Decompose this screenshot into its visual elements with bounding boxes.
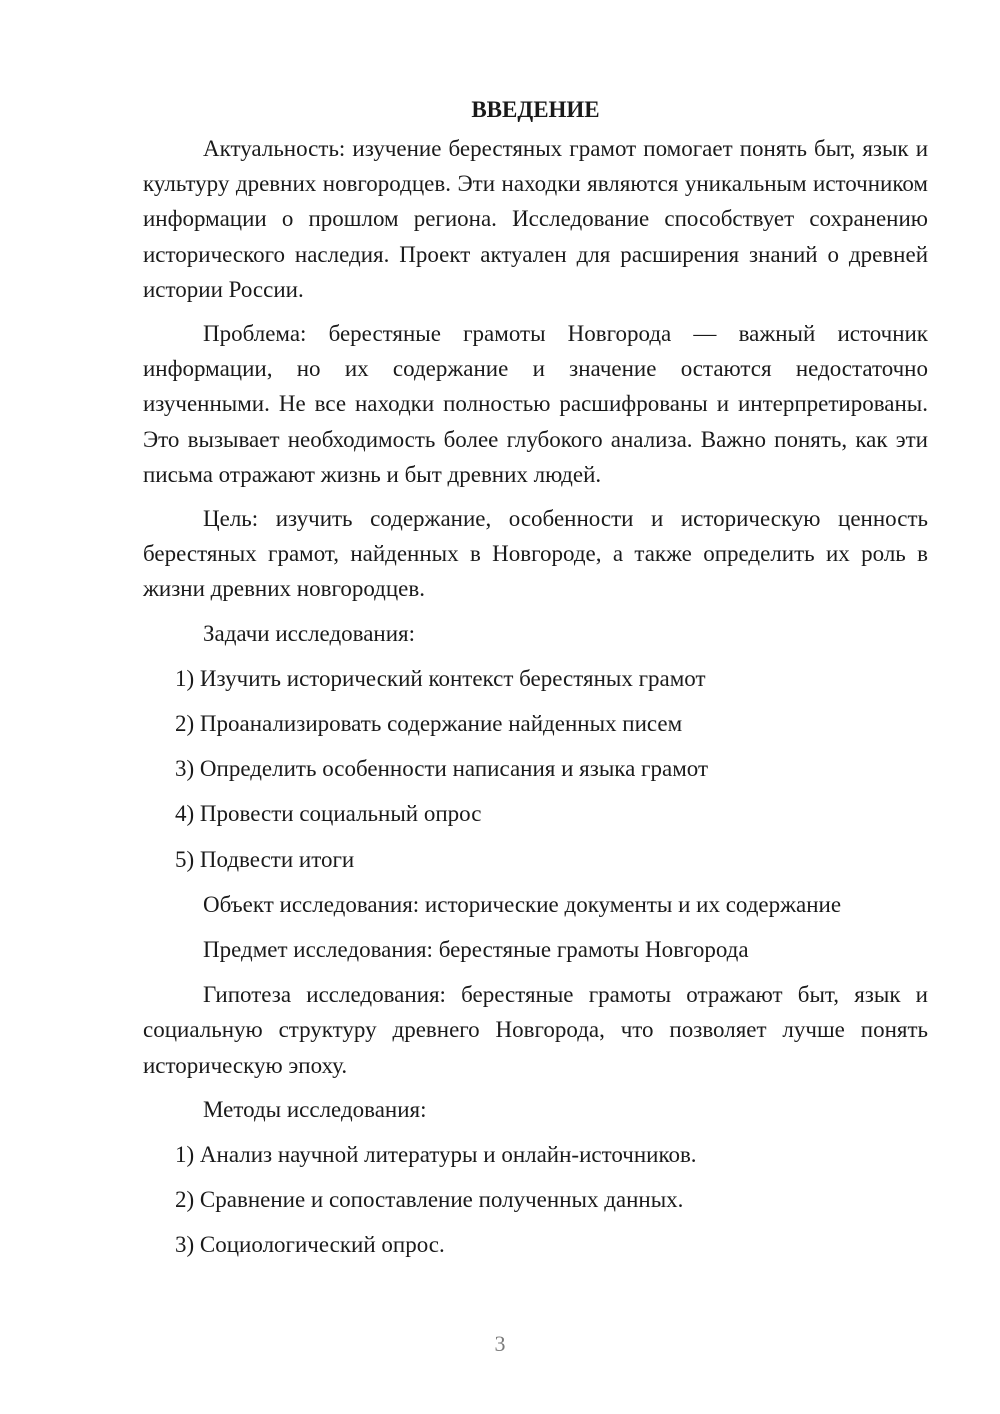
method-item: 2) Сравнение и сопоставление полученных данных. [175,1187,684,1213]
page-number: 3 [494,1331,506,1356]
relevance-paragraph: Актуальность: изучение берестяных грамот помогает понять быт, язык и культуру древних новгородцев. Эти находки являются уникальным источником информации о прошлом региона. Исследование способствует сохранению исторического наследия. Проект актуален для расширения знаний о древней истории России. [143,136,928,302]
task-item: 2) Проанализировать содержание найденных писем [175,711,683,737]
methods-heading: Методы исследования: [203,1096,427,1122]
methods-list [143,1137,928,1263]
subject-line: Предмет исследования: берестяные грамоты Новгорода [203,937,749,963]
method-item: 3) Социологический опрос. [175,1232,445,1258]
task-item: 3) Определить особенности написания и языка грамот [175,756,708,782]
goal-paragraph: Цель: изучить содержание, особенности и историческую ценность берестяных грамот, найденных в Новгороде, а также определить их роль в жизни древних новгородцев. [143,506,928,602]
section-title: ВВЕДЕНИЕ [471,97,600,122]
method-item: 1) Анализ научной литературы и онлайн-источников. [175,1142,697,1168]
task-item: 4) Провести социальный опрос [175,801,482,827]
hypothesis-paragraph: Гипотеза исследования: берестяные грамоты отражают быт, язык и социальную структуру древнего Новгорода, что позволяет лучше понять историческую эпоху. [143,982,928,1078]
tasks-heading: Задачи исследования: [203,620,416,646]
object-line: Объект исследования: исторические документы и их содержание [203,891,842,917]
task-item: 1) Изучить исторический контекст берестяных грамот [175,665,706,691]
tasks-list [143,661,928,877]
problem-paragraph: Проблема: берестяные грамоты Новгорода — важный источник информации, но их содержание и значение остаются недостаточно изученными. Не все находки полностью расшифрованы и интерпретированы. Это вызывает необходимость более глубокого анализа. Важно понять, как эти письма отражают жизнь и быт древних людей. [143,321,928,487]
task-item: 5) Подвести итоги [175,846,355,872]
page-content [143,92,928,1273]
